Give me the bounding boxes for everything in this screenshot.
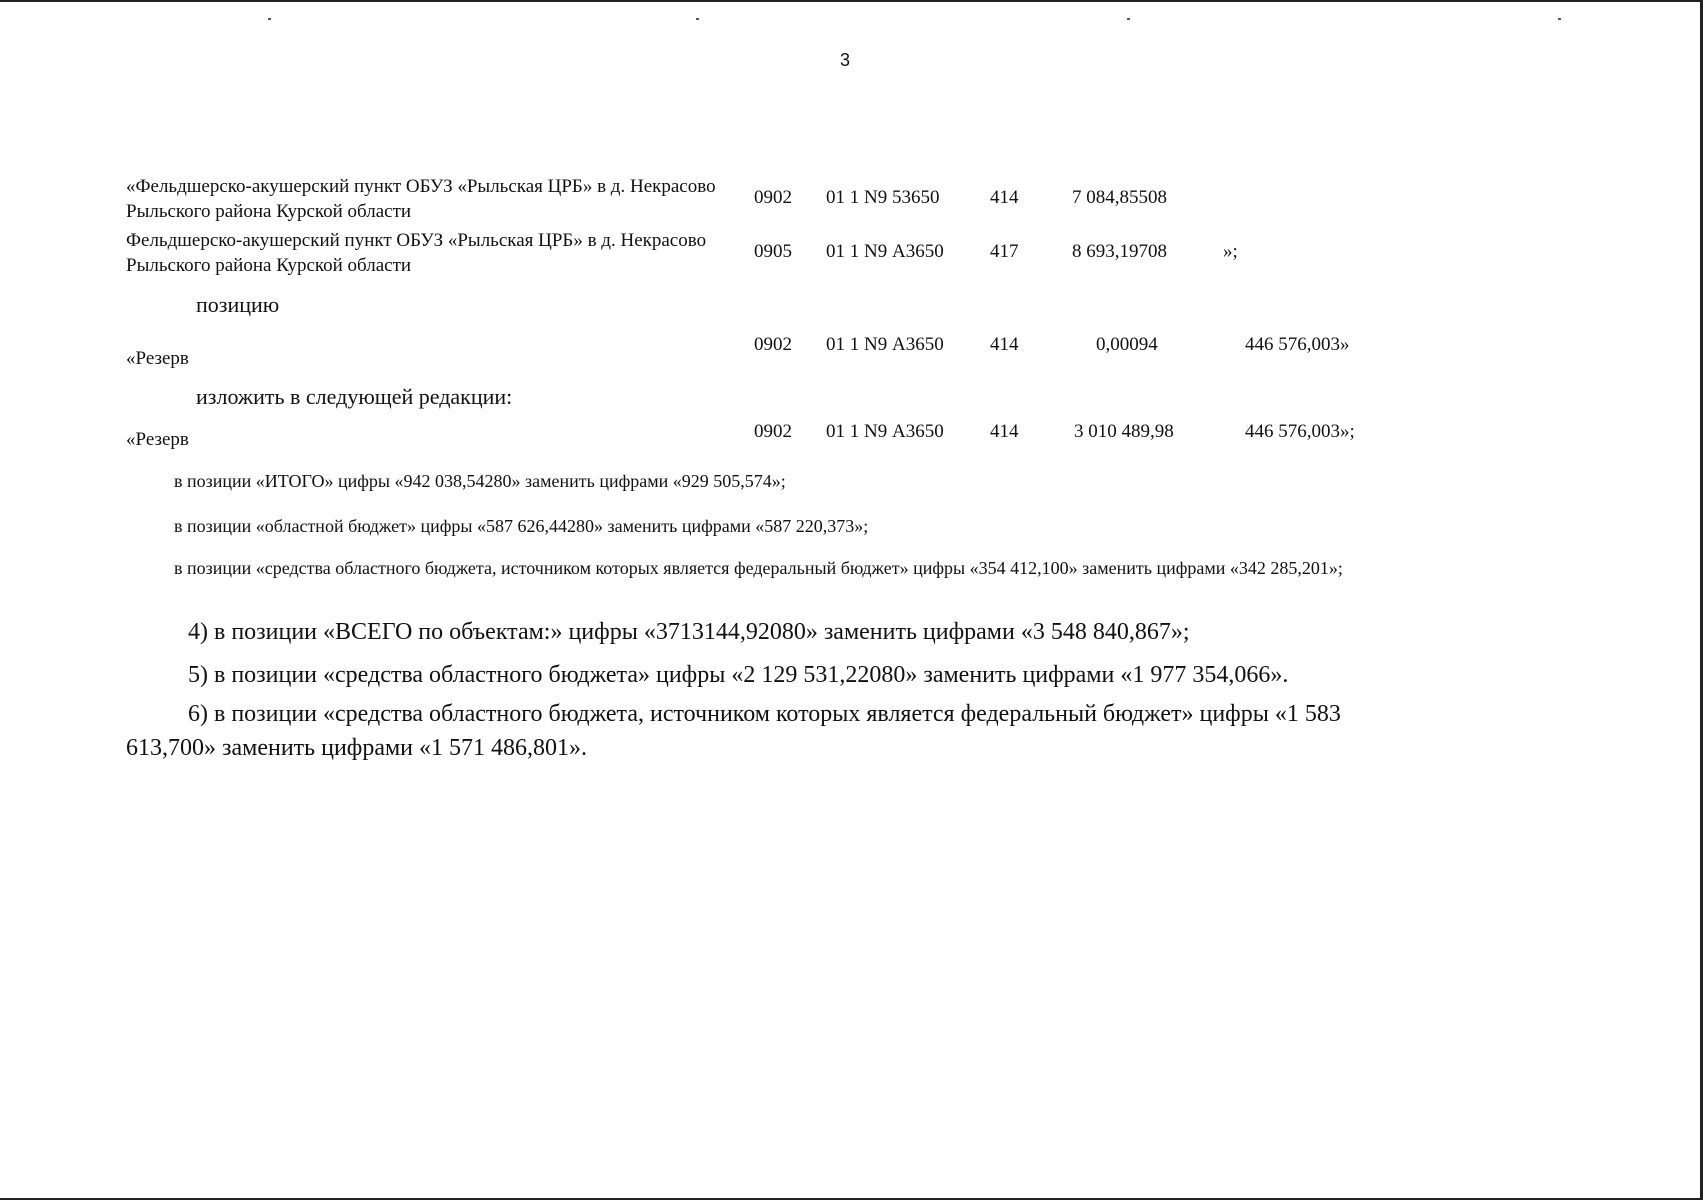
- section-code: 0902: [754, 187, 792, 208]
- total-value: 446 576,003»;: [1245, 421, 1355, 442]
- target-item-code: 01 1 N9 А3650: [826, 421, 944, 442]
- regional-budget-paragraph: в позиции «областной бюджет» цифры «587 626,44280» заменить цифрами «587 220,373»;: [174, 516, 869, 536]
- closing-quote: »;: [1223, 241, 1238, 262]
- position-label: позицию: [196, 292, 280, 317]
- amount-value: 8 693,19708: [1072, 241, 1167, 262]
- section-code: 0902: [754, 334, 792, 355]
- paragraph-5: 5) в позиции «средства областного бюджета» цифры «2 129 531,22080» заменить цифрами «1 977 354,066».: [188, 662, 1289, 688]
- reserve-name: «Резерв: [126, 429, 189, 450]
- expense-type-code: 417: [990, 241, 1019, 262]
- reserve-name: «Резерв: [126, 348, 189, 369]
- target-item-code: 01 1 N9 А3650: [826, 241, 944, 262]
- edit-label: изложить в следующей редакции:: [196, 384, 513, 409]
- scan-speck: [696, 18, 699, 20]
- section-code: 0902: [754, 421, 792, 442]
- federal-source-paragraph: [126, 555, 1426, 581]
- scan-speck: [1558, 18, 1561, 20]
- paragraph-4: 4) в позиции «ВСЕГО по объектам:» цифры «3713144,92080» заменить цифрами «3 548 840,867»;: [188, 619, 1190, 645]
- expense-type-code: 414: [990, 334, 1019, 355]
- itogo-paragraph: в позиции «ИТОГО» цифры «942 038,54280» заменить цифрами «929 505,574»;: [174, 471, 786, 491]
- scan-speck: [1127, 18, 1130, 20]
- object-name: Фельдшерско-акушерский пункт ОБУЗ «Рыльская ЦРБ» в д. Некрасово Рыльского района Курской области: [126, 230, 707, 276]
- expense-type-code: 414: [990, 421, 1019, 442]
- section-code: 0905: [754, 241, 792, 262]
- expense-type-code: 414: [990, 187, 1019, 208]
- target-item-code: 01 1 N9 А3650: [826, 334, 944, 355]
- total-value: 446 576,003»: [1245, 334, 1350, 355]
- amount-value: 0,00094: [1096, 334, 1158, 355]
- target-item-code: 01 1 N9 53650: [826, 187, 940, 208]
- object-name: «Фельдшерско-акушерский пункт ОБУЗ «Рыльская ЦРБ» в д. Некрасово Рыльского района Курской области: [126, 176, 716, 222]
- federal-source-text: в позиции «средства областного бюджета, источником которых является федеральный бюджет» цифры «354 412,100» заменить цифрами «342 285,201»;: [174, 558, 1343, 578]
- paragraph-6: 6) в позиции «средства областного бюджета, источником которых является федеральный бюджет» цифры «1 583 613,700» заменить цифрами «1 571 486,801».: [126, 701, 1341, 761]
- scan-speck: [268, 18, 271, 20]
- amount-value: 3 010 489,98: [1074, 421, 1174, 442]
- page-number: 3: [840, 50, 851, 70]
- amount-value: 7 084,85508: [1072, 187, 1167, 208]
